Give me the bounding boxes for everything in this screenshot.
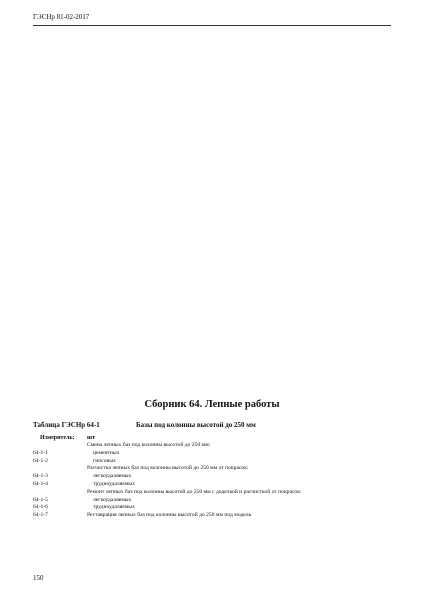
row-text: трудноудаляемых bbox=[93, 480, 135, 487]
page-number: 150 bbox=[33, 574, 44, 582]
row-text: гипсовых bbox=[93, 457, 116, 464]
row-code: 64-1-7 bbox=[33, 512, 48, 519]
row-text: Ремонт лепных баз под колонны высотой до 250 мм с доделкой и расчисткой от покрасок: bbox=[87, 488, 302, 495]
row-code: 64-1-4 bbox=[33, 480, 48, 487]
row-text: легкоудаляемых bbox=[93, 473, 132, 480]
unit-value: шт bbox=[87, 435, 96, 441]
section-title: Сборник 64. Лепные работы bbox=[144, 399, 280, 410]
row-text: цементных bbox=[93, 449, 120, 456]
table-label: Таблица ГЭСНр 64-1 bbox=[33, 421, 100, 429]
row-code: 64-1-5 bbox=[33, 496, 48, 503]
row-text: трудноудаляемых bbox=[93, 504, 135, 511]
table-name: Базы под колонны высотой до 250 мм bbox=[136, 421, 256, 429]
header-divider bbox=[33, 25, 391, 26]
unit-label: Измеритель: bbox=[40, 435, 75, 441]
document-code-header: ГЭСНр 81-02-2017 bbox=[33, 13, 90, 21]
row-text: Расчистка лепных баз под колонны высотой до 250 мм от покрасок: bbox=[87, 465, 249, 472]
row-text: легкоудаляемых bbox=[93, 496, 132, 503]
row-code: 64-1-1 bbox=[33, 449, 48, 456]
row-code: 64-1-3 bbox=[33, 473, 48, 480]
row-text: Реставрация лепных баз под колонны высотой до 250 мм под модель bbox=[87, 512, 252, 519]
row-text: Смена лепных баз под колонны высотой до 250 мм: bbox=[87, 442, 211, 448]
row-code: 64-1-2 bbox=[33, 457, 48, 464]
row-code: 64-1-6 bbox=[33, 504, 48, 511]
